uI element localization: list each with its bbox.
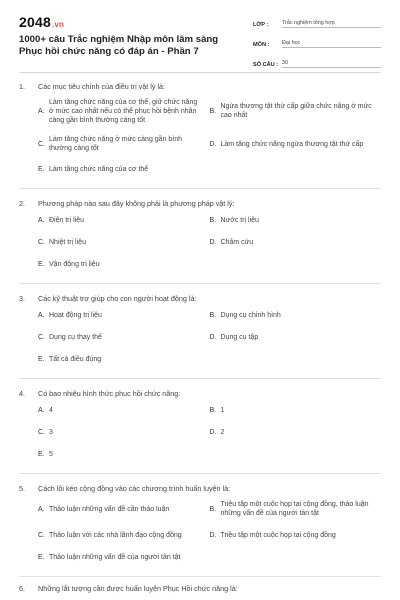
option-list [19,304,381,370]
meta-value: Đại học [282,40,381,48]
option-letter: E. [38,165,45,173]
option-list [19,209,381,275]
option-letter: D. [209,428,217,436]
answer-option[interactable] [210,209,382,231]
option-text: Triệu tập một cuộc họp tại cộng đồng [220,531,336,539]
option-text: Tất cả điều đúng [49,355,102,363]
option-text: Thảo luận những vấn đề của người tàn tật [49,553,181,561]
question-header [19,482,381,494]
option-text: Thảo luận những vấn đề cần thảo luận [49,505,170,513]
site-logo[interactable]: 2048.vn [19,14,65,30]
option-text: Làm tăng chức năng của cơ thể, giữ chức năng ở mức cao nhất nếu có thể phục hồi bệnh nhân càng gần bình thường càng tốt [49,98,198,124]
answer-option[interactable] [210,130,382,158]
option-letter: D. [209,238,217,246]
question-number: 5. [19,484,25,493]
answer-option[interactable] [38,399,210,421]
question-text: Cách lôi kéo cộng đồng vào các chương trình huấn luyện là: [38,484,231,493]
answer-option[interactable] [210,231,382,253]
answer-option[interactable] [210,399,382,421]
option-letter: E. [38,450,45,458]
question-number: 1. [19,82,25,91]
option-text: Triệu tập một cuộc họp tại cộng đồng, thảo luận những vấn đề của người tàn tật [220,501,369,517]
question-item [19,474,381,577]
option-letter: A. [38,406,45,414]
question-text: Có bao nhiêu hình thức phục hồi chức năng: [38,389,181,398]
meta-label: SỐ CÂU : [253,62,279,68]
answer-option[interactable] [38,158,381,180]
meta-subject-row [253,33,381,48]
option-text: Làm tăng chức năng ở mức càng gần bình thường càng tốt [49,136,183,152]
question-list [19,80,381,594]
answer-option[interactable] [210,326,382,348]
option-text: 2 [220,428,225,436]
option-text: Dụng cụ tập [220,333,259,341]
option-letter: B. [209,406,217,414]
option-text: Hoạt động trị liệu [49,311,102,319]
option-text: Ngừa thương tật thứ cấp giữa chức năng ở mức cao nhất [220,103,372,119]
option-letter: E. [38,553,45,561]
option-text: Làm tăng chức năng ngừa thương tật thứ cấp [220,140,364,148]
option-letter: C. [38,333,45,341]
answer-option[interactable] [38,494,210,524]
question-text: Những lắt tượng cần được huấn luyện Phục Hồi chức năng là: [38,584,238,593]
meta-class-row [253,13,381,28]
question-item [19,284,381,379]
page-header [0,0,400,82]
answer-option[interactable] [38,253,381,275]
option-letter: C. [38,238,45,246]
option-letter: B. [209,505,217,513]
option-letter: A. [38,311,45,319]
option-list [19,399,381,465]
question-text: Các mục tiêu chính của điều trị vật lý là: [38,82,166,91]
answer-option[interactable] [210,524,382,546]
option-list [19,494,381,568]
option-text: 1 [220,406,225,414]
meta-count-row [253,53,381,68]
question-header-partial [19,581,381,594]
quiz-meta [253,13,381,73]
option-letter: D. [209,140,217,148]
option-text: Thảo luận với các nhà lãnh đạo cộng đồng [49,531,182,539]
option-letter: C. [38,531,45,539]
option-text: Dụng cụ chỉnh hình [220,311,281,319]
option-text: Dụng cụ thay thế [49,333,102,341]
answer-option[interactable] [210,304,382,326]
answer-option[interactable] [38,326,210,348]
answer-option[interactable] [210,494,382,524]
answer-option[interactable] [38,443,381,465]
option-letter: A. [38,216,45,224]
question-text: Phương pháp nào sau đây không phải là phương pháp vật lý: [38,199,235,208]
question-number: 6. [19,584,25,593]
answer-option[interactable] [210,421,382,443]
header-divider [19,72,381,73]
option-letter: B. [209,107,217,115]
option-letter: A. [38,505,45,513]
question-item [19,379,381,474]
question-header [19,292,381,304]
question-text: Các kỹ thuật trợ giúp cho con người hoạt động là: [38,294,197,303]
option-letter: C. [38,428,45,436]
option-text: 5 [49,450,53,458]
option-letter: A. [38,107,45,115]
meta-label: LỚP : [253,22,269,28]
question-header [19,197,381,209]
answer-option[interactable] [38,421,210,443]
answer-option[interactable] [210,92,382,130]
question-item [19,189,381,284]
answer-option[interactable] [38,348,381,370]
option-letter: D. [209,333,217,341]
question-number: 4. [19,389,25,398]
quiz-title: 1000+ câu Trắc nghiệm Nhập môn lâm sàng Phục hồi chức năng có đáp án - Phần 7 [19,34,219,57]
option-list [19,92,381,180]
meta-value: 30 [282,60,381,68]
option-text: Điện trị liệu [49,216,85,224]
question-number: 3. [19,294,25,303]
answer-option[interactable] [38,231,210,253]
question-header [19,80,381,92]
option-letter: B. [209,311,217,319]
question-number: 2. [19,199,25,208]
option-text: Châm cứu [220,238,254,246]
option-letter: C. [38,140,45,148]
question-divider [19,576,381,577]
meta-label: MÔN : [253,42,270,48]
option-letter: B. [209,216,217,224]
option-text: Nước trị liệu [220,216,259,224]
option-text: Nhiệt trị liệu [49,238,86,246]
answer-option[interactable] [38,524,210,546]
option-text: 4 [49,406,53,414]
question-header [19,387,381,399]
option-letter: D. [209,531,217,539]
answer-option[interactable] [38,130,210,158]
meta-value: Trắc nghiệm tổng hợp [282,20,381,28]
answer-option[interactable] [38,546,381,568]
option-text: Làm tăng chức năng của cơ thể [49,165,149,173]
question-item [19,80,381,189]
answer-option[interactable] [38,92,210,130]
answer-option[interactable] [38,304,210,326]
option-text: Vận động trị liệu [49,260,100,268]
option-letter: E. [38,260,45,268]
answer-option[interactable] [38,209,210,231]
option-text: 3 [49,428,53,436]
option-letter: E. [38,355,45,363]
